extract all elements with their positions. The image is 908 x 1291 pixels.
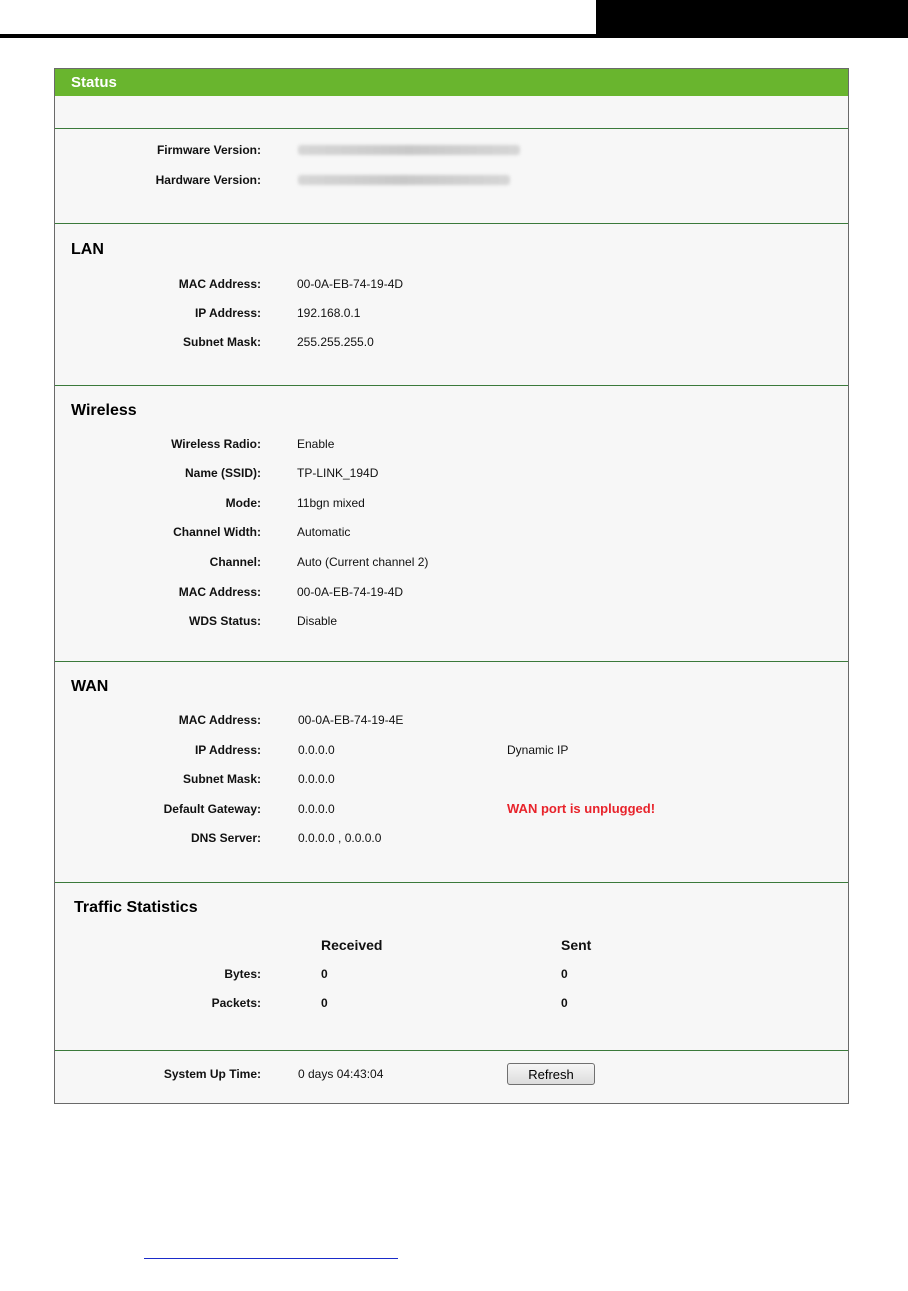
- firmware-version-label: Firmware Version:: [156, 143, 261, 157]
- panel-title: Status: [55, 69, 848, 96]
- section-divider: [55, 882, 848, 883]
- wireless-mac-value: 00-0A-EB-74-19-4D: [297, 585, 404, 599]
- uptime-value: 0 days 04:43:04: [298, 1067, 384, 1081]
- refresh-button[interactable]: Refresh: [507, 1063, 595, 1085]
- wireless-wds-label: WDS Status:: [189, 614, 261, 628]
- hardware-version-value-redacted: [298, 175, 510, 185]
- lan-subnet-label: Subnet Mask:: [182, 335, 261, 349]
- wan-mac-value: 00-0A-EB-74-19-4E: [298, 713, 404, 727]
- wireless-channel-value: Auto (Current channel 2): [297, 555, 429, 569]
- hardware-version-label: Hardware Version:: [155, 173, 261, 187]
- link-underline[interactable]: [144, 1258, 398, 1259]
- section-divider: [55, 128, 848, 129]
- traffic-section-title: Traffic Statistics: [74, 899, 198, 916]
- section-divider: [55, 223, 848, 224]
- section-divider: [55, 661, 848, 662]
- traffic-sent-header: Sent: [561, 937, 592, 953]
- wireless-mac-label: MAC Address:: [178, 585, 261, 599]
- traffic-bytes-label: Bytes:: [224, 967, 261, 981]
- lan-subnet-value: 255.255.255.0: [297, 335, 374, 349]
- lan-mac-label: MAC Address:: [178, 277, 261, 291]
- wireless-channel-label: Channel:: [209, 555, 261, 569]
- traffic-bytes-received: 0: [321, 967, 328, 981]
- section-divider: [55, 385, 848, 386]
- wan-ip-value: 0.0.0.0: [298, 743, 335, 757]
- traffic-packets-received: 0: [321, 996, 328, 1010]
- wireless-ssid-value: TP-LINK_194D: [297, 466, 379, 480]
- wireless-ssid-label: Name (SSID):: [184, 466, 261, 480]
- wireless-radio-value: Enable: [297, 437, 335, 451]
- lan-ip-label: IP Address:: [194, 306, 261, 320]
- wireless-wds-value: Disable: [297, 614, 338, 628]
- wan-subnet-label: Subnet Mask:: [182, 772, 261, 786]
- wan-dns-value: 0.0.0.0 , 0.0.0.0: [298, 831, 382, 845]
- wan-section-title: WAN: [71, 678, 109, 695]
- wireless-section-title: Wireless: [71, 402, 137, 419]
- document-header-block: [596, 0, 908, 38]
- lan-ip-value: 192.168.0.1: [297, 306, 361, 320]
- status-panel: [54, 68, 849, 1104]
- uptime-label: System Up Time:: [163, 1067, 261, 1081]
- wan-gateway-label: Default Gateway:: [163, 802, 261, 816]
- wan-mac-label: MAC Address:: [178, 713, 261, 727]
- wan-subnet-value: 0.0.0.0: [298, 772, 335, 786]
- firmware-version-value-redacted: [298, 145, 520, 155]
- traffic-bytes-sent: 0: [561, 967, 568, 981]
- wireless-radio-label: Wireless Radio:: [171, 437, 261, 451]
- wireless-channel-width-value: Automatic: [297, 525, 351, 539]
- wan-connection-type: Dynamic IP: [507, 743, 569, 757]
- wireless-mode-label: Mode:: [225, 496, 261, 510]
- wireless-channel-width-label: Channel Width:: [173, 525, 261, 539]
- wireless-mode-value: 11bgn mixed: [297, 496, 365, 510]
- wan-gateway-value: 0.0.0.0: [298, 802, 335, 816]
- traffic-received-header: Received: [321, 937, 383, 953]
- wan-dns-label: DNS Server:: [190, 831, 261, 845]
- traffic-packets-sent: 0: [561, 996, 568, 1010]
- wan-unplugged-warning: WAN port is unplugged!: [507, 801, 656, 816]
- lan-mac-value: 00-0A-EB-74-19-4D: [297, 277, 404, 291]
- section-divider: [55, 1050, 848, 1051]
- wan-ip-label: IP Address:: [194, 743, 261, 757]
- traffic-packets-label: Packets:: [211, 996, 261, 1010]
- lan-section-title: LAN: [71, 241, 104, 258]
